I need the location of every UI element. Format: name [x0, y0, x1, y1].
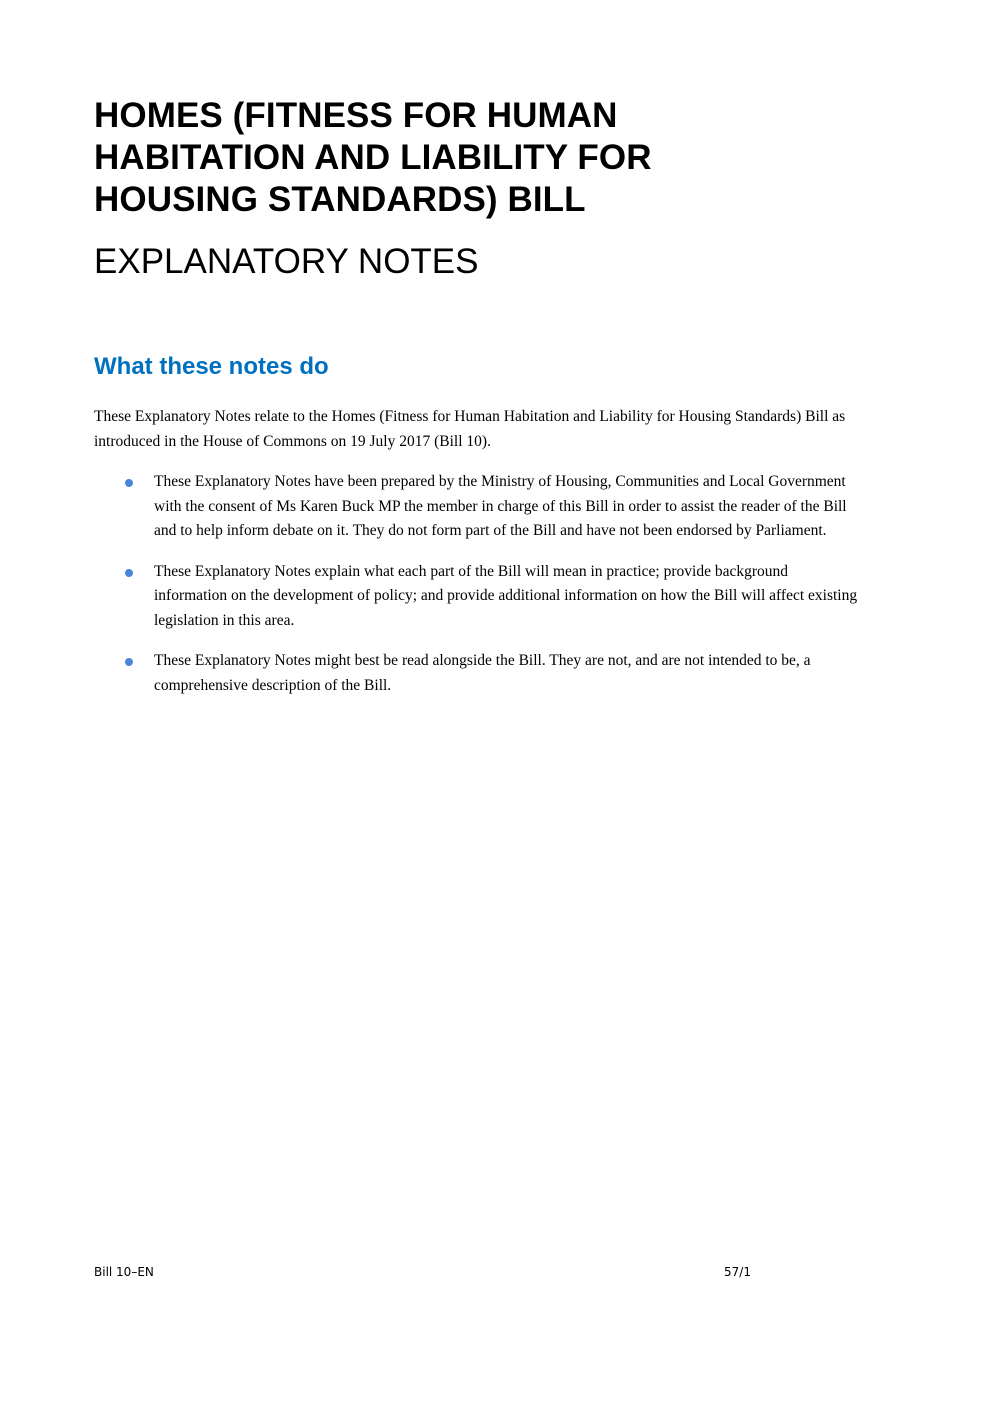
- document-subtitle: EXPLANATORY NOTES: [94, 242, 479, 281]
- section-heading: What these notes do: [94, 353, 329, 380]
- bullet-item-3: [94, 649, 864, 698]
- title-line-2: HABITATION AND LIABILITY FOR: [94, 138, 652, 177]
- bullet-list: [94, 470, 864, 714]
- bullet-dot-icon: [125, 569, 133, 577]
- document-title: [94, 95, 794, 221]
- bullet-text-3: These Explanatory Notes might best be read alongside the Bill. They are not, and are not intended to be, a comprehensive description of the Bill.: [154, 652, 811, 694]
- title-line-1: HOMES (FITNESS FOR HUMAN: [94, 96, 618, 135]
- intro-paragraph: These Explanatory Notes relate to the Homes (Fitness for Human Habitation and Liability for Housing Standards) Bill as introduced in the House of Commons on 19 July 2017 (Bill 10).: [94, 408, 846, 450]
- bullet-dot-icon: [125, 658, 133, 666]
- bullet-text-2: These Explanatory Notes explain what each part of the Bill will mean in practice; provide background information on the development of policy; and provide additional information on how the Bill will affect existing legislation in this area.: [154, 562, 858, 629]
- bullet-item-2: [94, 560, 864, 634]
- bullet-text-1: These Explanatory Notes have been prepared by the Ministry of Housing, Communities and Local Government with the consent of Ms Karen Buck MP the member in charge of this Bill in order to assist the reader of the Bill and to help inform debate on it. They do not form part of the Bill and have not been endorsed by Parliament.: [154, 473, 847, 539]
- title-line-3: HOUSING STANDARDS) BILL: [94, 180, 586, 219]
- bullet-item-1: [94, 470, 864, 544]
- bullet-dot-icon: [125, 479, 133, 487]
- footer-page-number: 57/1: [724, 1265, 751, 1279]
- footer-bill-reference: Bill 10–EN: [94, 1265, 154, 1279]
